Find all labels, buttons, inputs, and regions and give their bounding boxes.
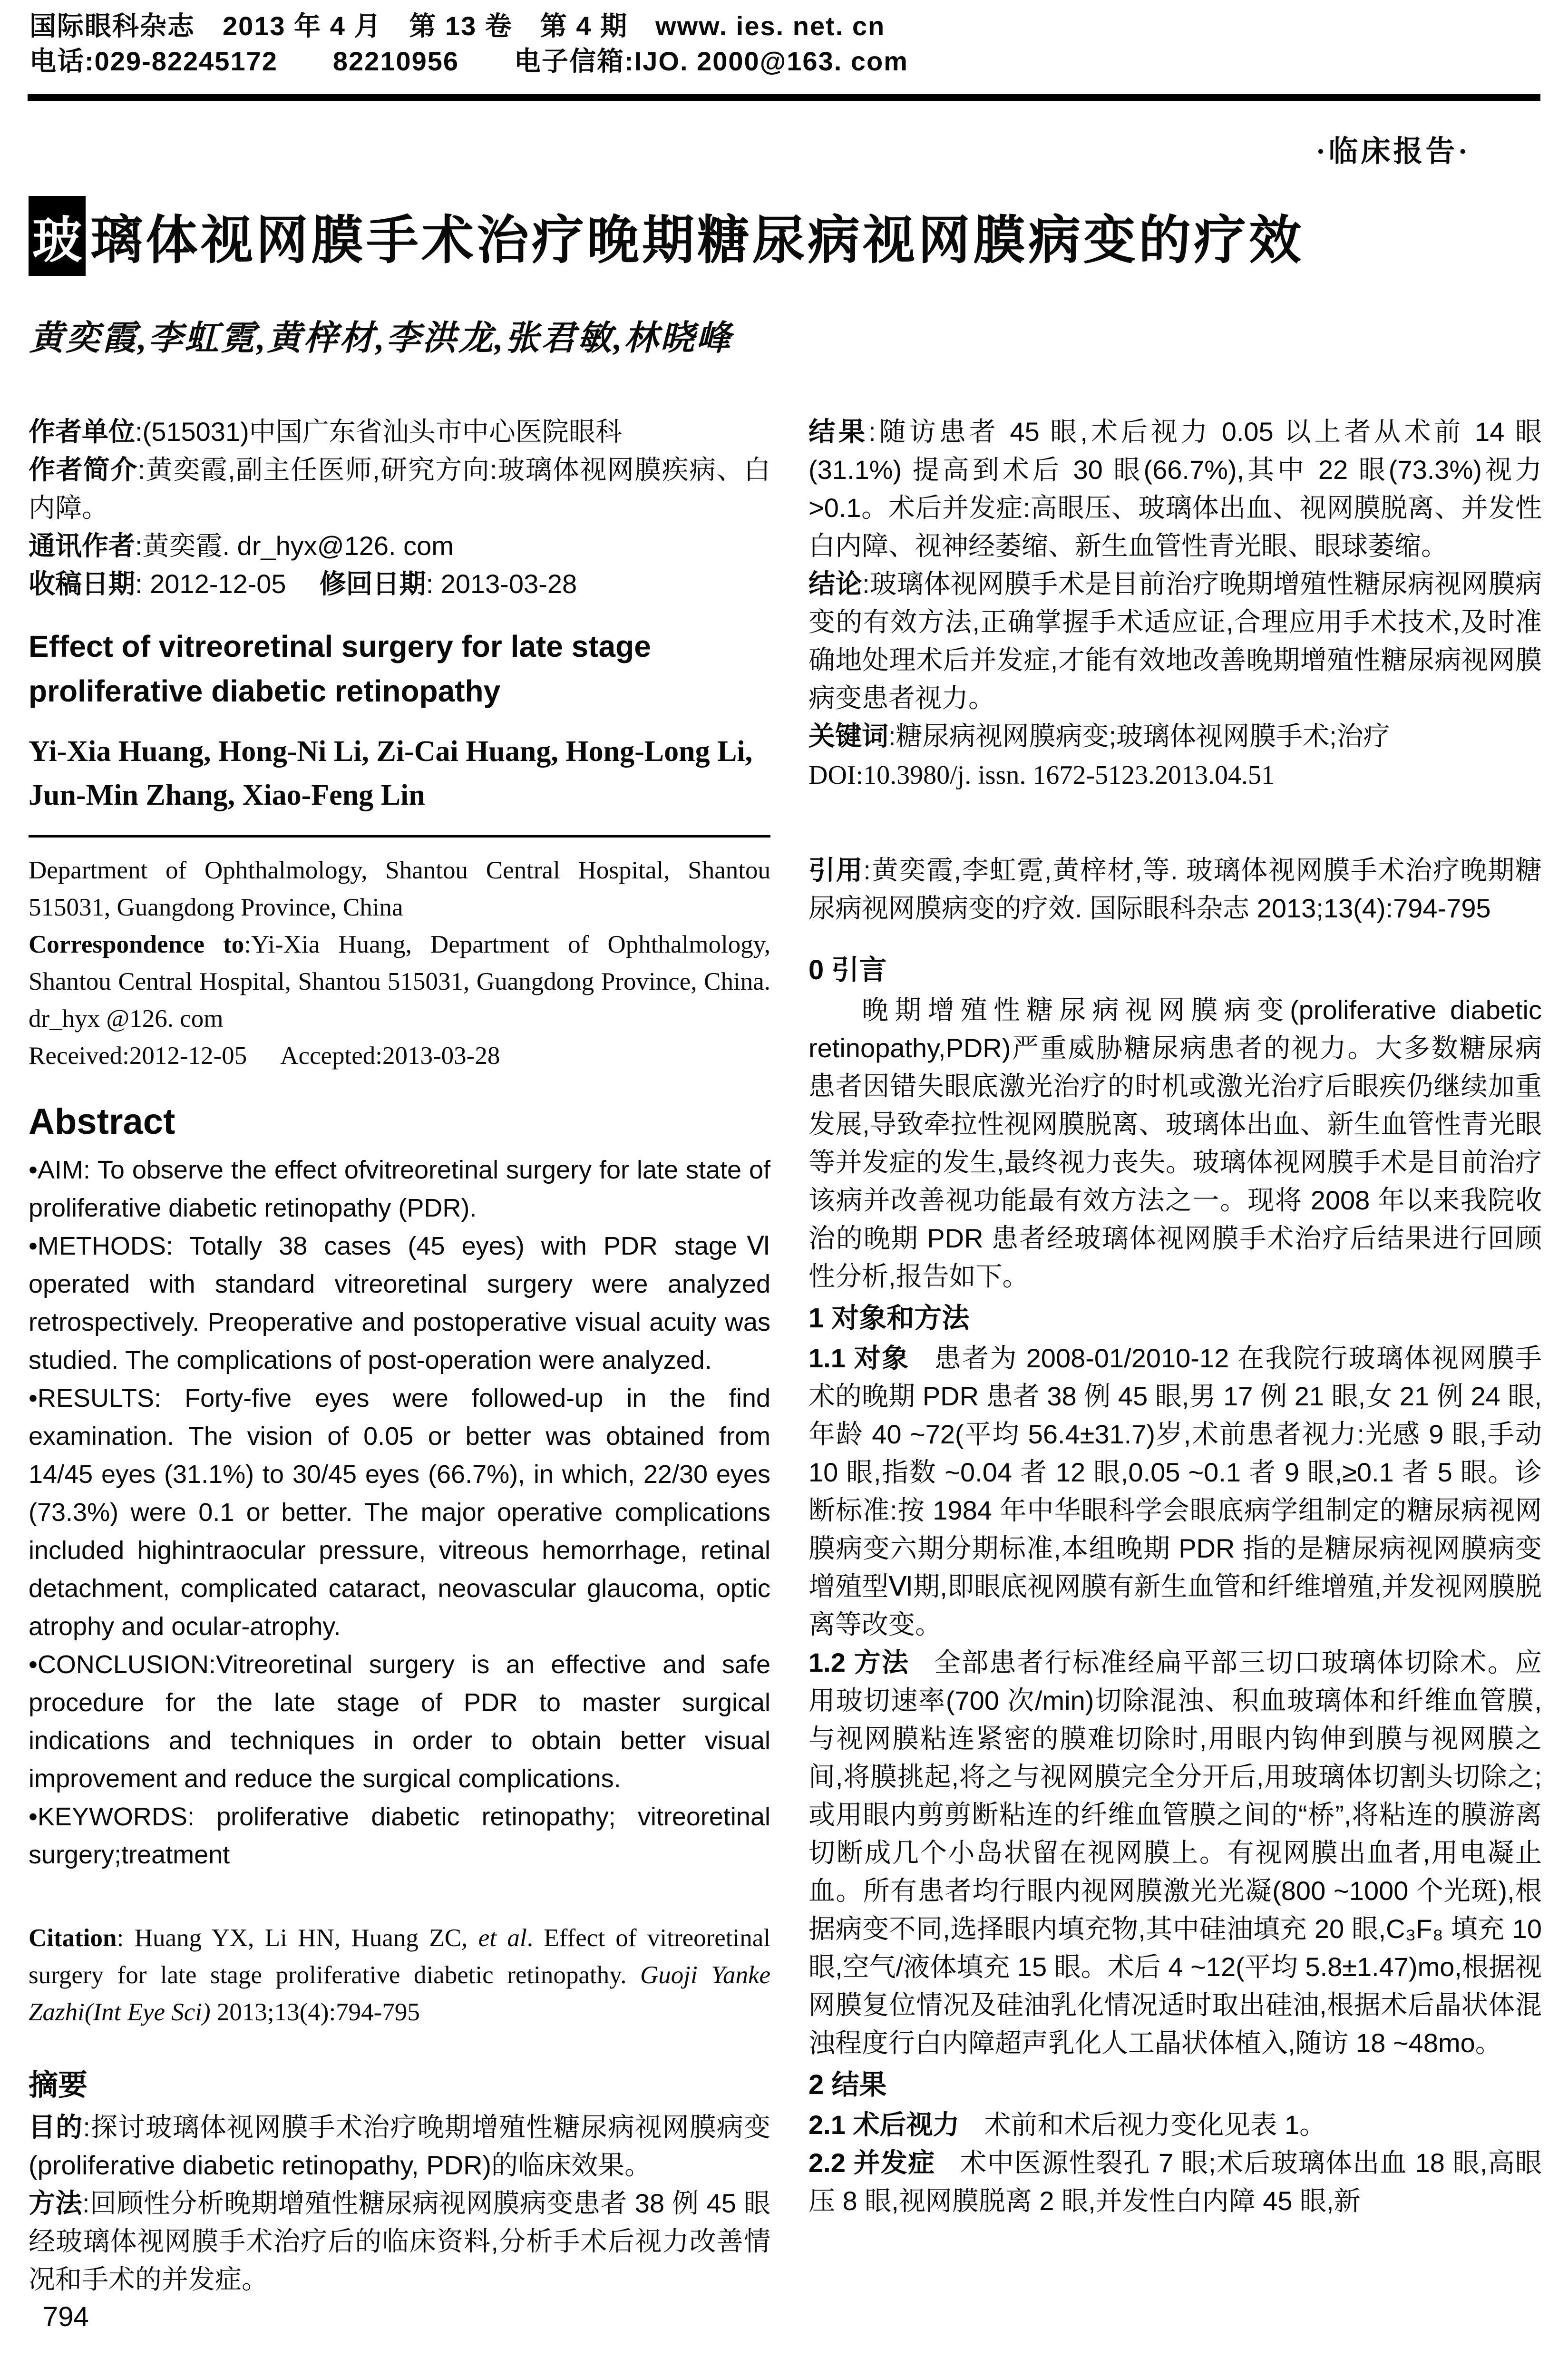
section-1-heading: 1 对象和方法 [808,1303,970,1334]
bullet-icon: • [29,1232,38,1260]
chinese-abstract-aim [29,2108,770,2184]
section-1-1-text: 患者为 2008-01/2010-12 在我院行玻璃体视网膜手术的晚期 PDR 患者 38 例 45 眼,男 17 例 21 眼,女 21 例 24 眼,年龄 40 ~72(平均 56.4±31.7)岁,术前患者视力:光感 9 眼,手动 10 眼,指数 ~0.04 者 12 眼,0.05 ~0.1 者 9 眼,≥0.1 者 5 眼。诊断标准:按 1984 年中华眼科学会眼底病学组制定的糖尿病视网膜病变六期分期标准,本组晚期 PDR 指的是糖尿病视网膜病变增殖型Ⅵ期,即眼底视网膜有新生血管和纤维增殖,并发视网膜脱离等改变。 [808,1343,1542,1639]
bullet-icon: • [29,1802,38,1831]
chinese-abstract-methods [29,2184,770,2299]
section-1-1-label: 1.1 对象 [808,1343,910,1373]
received-accepted-line [29,1037,770,1074]
title-text: 璃体视网膜手术治疗晚期糖尿病视网膜病变的疗效 [90,211,1304,270]
received-date-cn-value: : 2012-12-05 [135,569,286,599]
chinese-abstract-heading: 摘要 [29,2069,88,2102]
abstract-methods-text: : Totally 38 cases (45 eyes) with PDR stageⅥ operated with standard vitreoretinal surgery were analyzed retrospectively. Preoperative and postoperative visual acuity was studied. The complications of post-operation were analyzed. [29,1232,770,1374]
section-1-2 [808,1644,1542,2062]
section-2-1 [808,2106,1542,2144]
chinese-abstract-results-label: 结果 [808,417,869,447]
affiliation-text: :(515031)中国广东省汕头市中心医院眼科 [135,417,622,447]
bullet-icon: • [29,1650,38,1679]
revised-date-cn-label: 修回日期 [319,569,426,599]
section-1-2-label: 1.2 方法 [808,1647,909,1677]
chinese-abstract-results-text: :随访患者 45 眼,术后视力 0.05 以上者从术前 14 眼(31.1%) 提高到术后 30 眼(66.7%),其中 22 眼(73.3%)视力>0.1。术后并发症:高眼压、玻璃体出血、视网膜脱离、并发性白内障、视神经萎缩、新生血管性青光眼、眼球萎缩。 [808,417,1542,561]
section-label: ·临床报告· [1315,136,1471,168]
abstract-aim [29,1151,770,1227]
section-2-2 [808,2144,1542,2220]
accepted-date-en: Accepted:2013-03-28 [280,1042,500,1070]
chinese-abstract-conclusion-text: :玻璃体视网膜手术是目前治疗晚期增殖性糖尿病视网膜病变的有效方法,正确掌握手术适应证,合理应用手术技术,及时准确地处理术后并发症,才能有效地改善晚期增殖性糖尿病视网膜病变患者视力。 [808,569,1542,713]
received-date-en: Received:2012-12-05 [29,1042,247,1070]
corresponding-author-cn [29,527,770,565]
english-title: Effect of vitreoretinal surgery for late stage proliferative diabetic retinopathy [29,629,651,708]
footnote-rule [29,835,770,838]
chinese-abstract-conclusion [808,565,1542,717]
abstract-methods [29,1227,770,1379]
abstract-results [29,1379,770,1646]
correspondence-en [29,926,770,1037]
bullet-icon: • [29,1384,38,1413]
section-2-heading: 2 结果 [808,2069,887,2100]
chinese-abstract-conclusion-label: 结论 [808,569,863,599]
section-2-1-label: 2.1 术后视力 [808,2110,960,2140]
citation [29,1919,770,2031]
citation-label: Citation [29,1924,117,1952]
article-title [29,196,1304,276]
bullet-icon: • [29,1156,38,1184]
dates-line-cn [29,565,770,603]
english-authors: Yi-Xia Huang, Hong-Ni Li, Zi-Cai Huang, Hong-Long Li, Jun-Min Zhang, Xiao-Feng Lin [29,735,753,811]
section-2-1-text: 术前和术后视力变化见表 1。 [984,2110,1326,2140]
chinese-keywords [808,717,1542,755]
chinese-keywords-label: 关键词 [808,721,888,751]
corresponding-author-cn-label: 通讯作者 [29,531,135,561]
section-0-heading: 0 引言 [808,955,887,985]
citation-chinese-label: 引用 [808,855,864,885]
abstract-methods-label: METHODS [37,1232,166,1260]
doi-line: DOI:10.3980/j. issn. 1672-5123.2013.04.51 [808,760,1275,790]
citation-part2: . Effect of vitreoretinal surgery for late stage proliferative diabetic retinopathy. [29,1924,770,1989]
abstract-conclusion-text: :Vitreoretinal surgery is an effective and safe procedure for the late stage of PDR to master surgical indications and techniques in order to obtain better visual improvement and reduce the surgical complications. [29,1650,770,1793]
introduction-paragraph: 晚期增殖性糖尿病视网膜病变(proliferative diabetic retinopathy,PDR)严重威胁糖尿病患者的视力。大多数糖尿病患者因错失眼底激光治疗的时机或激光治疗后眼疾仍继续加重发展,导致牵拉性视网膜脱离、玻璃体出血、新生血管性青光眼等并发症的发生,最终视力丧失。玻璃体视网膜手术是目前治疗该病并改善视功能最有效方法之一。现将 2008 年以来我院收治的晚期 PDR 患者经玻璃体视网膜手术治疗后结果进行回顾性分析,报告如下。 [808,995,1542,1291]
journal-masthead-line2: 电话:029-82245172 82210956 电子信箱:IJO. 2000@163. com [29,46,908,76]
header-rule [28,94,1540,101]
abstract-results-text: : Forty-five eyes were followed-up in the find examination. The vision of 0.05 or better was obtained from 14/45 eyes (31.1%) to 30/45 eyes (66.7%), in which, 22/30 eyes (73.3%) were 0.1 or better. The major operative complications included highintraocular pressure, vitreous hemorrhage, retinal detachment, complicated cataract, neovascular glaucoma, optic atrophy and ocular-atrophy. [29,1384,770,1641]
title-drop-cap: 玻 [29,196,86,276]
affiliation [29,413,770,451]
abstract-aim-text: : To observe the effect ofvitreoretinal surgery for late state of proliferative diabetic retinopathy (PDR). [29,1156,770,1222]
abstract-aim-label: AIM [37,1156,83,1184]
citation-chinese-text: :黄奕霞,李虹霓,黄梓材,等. 玻璃体视网膜手术治疗晚期糖尿病视网膜病变的疗效. 国际眼科杂志 2013;13(4):794-795 [808,855,1542,923]
section-1-1 [808,1339,1542,1644]
right-column [808,413,1542,2220]
corresponding-author-cn-text: :黄奕霞. dr_hyx@126. com [135,531,454,561]
author-bio-label: 作者简介 [29,455,138,485]
chinese-abstract-aim-label: 目的 [29,2112,83,2142]
author-bio [29,451,770,527]
left-column [29,413,770,2299]
citation-etal: et al [478,1924,527,1952]
author-bio-text: :黄奕霞,副主任医师,研究方向:玻璃体视网膜疾病、白内障。 [29,455,771,523]
abstract-conclusion [29,1646,770,1798]
chinese-keywords-text: :糖尿病视网膜病变;玻璃体视网膜手术;治疗 [888,721,1390,751]
chinese-abstract-methods-text: :回顾性分析晚期增殖性糖尿病视网膜病变患者 38 例 45 眼经玻璃体视网膜手术治疗后的临床资料,分析手术后视力改善情况和手术的并发症。 [29,2188,771,2294]
received-date-cn-label: 收稿日期 [29,569,135,599]
chinese-abstract-aim-text: :探讨玻璃体视网膜手术治疗晚期增殖性糖尿病视网膜病变(proliferative diabetic retinopathy, PDR)的临床效果。 [29,2112,770,2180]
citation-part3: 2013;13(4):794-795 [210,1998,420,2026]
section-2-2-text: 术中医源性裂孔 7 眼;术后玻璃体出血 18 眼,高眼压 8 眼,视网膜脱离 2 眼,并发性白内障 45 眼,新 [808,2148,1542,2216]
citation-part1: : Huang YX, Li HN, Huang ZC, [117,1924,478,1952]
correspondence-en-label: Correspondence to [29,931,244,958]
page-number: 794 [43,2301,89,2332]
abstract-keywords-label: KEYWORDS [37,1802,187,1831]
section-2-2-label: 2.2 并发症 [808,2148,935,2178]
correspondence-en-text: :Yi-Xia Huang, Department of Ophthalmology, Shantou Central Hospital, Shantou 515031, Guangdong Province, China. dr_hyx @126. com [29,931,771,1033]
abstract-keywords-text: : proliferative diabetic retinopathy; vitreoretinal surgery;treatment [29,1802,770,1869]
department-line: Department of Ophthalmology, Shantou Central Hospital, Shantou 515031, Guangdong Province, China [29,857,770,921]
chinese-abstract-methods-label: 方法 [29,2188,82,2218]
abstract-results-label: RESULTS [37,1384,154,1413]
authors-chinese: 黄奕霞,李虹霓,黄梓材,李洪龙,张君敏,林晓峰 [29,319,733,357]
section-1-2-text: 全部患者行标准经扁平部三切口玻璃体切除术。应用玻切速率(700 次/min)切除混浊、积血玻璃体和纤维血管膜,与视网膜粘连紧密的膜难切除时,用眼内钩伸到膜与视网膜之间,将膜挑起,将之与视网膜完全分开后,用玻璃体切割头切除之;或用眼内剪剪断粘连的纤维血管膜之间的“桥”,将粘连的膜游离切断成几个小岛状留在视网膜上。有视网膜出血者,用电凝止血。所有患者均行眼内视网膜激光光凝(800 ~1000 个光斑),根据病变不同,选择眼内填充物,其中硅油填充 20 眼,C₃F₈ 填充 10 眼,空气/液体填充 15 眼。术后 4 ~12(平均 5.8±1.47)mo,根据视网膜复位情况及硅油乳化情况适时取出硅油,根据术后晶状体混浊程度行白内障超声乳化人工晶状体植入,随访 18 ~48mo。 [808,1647,1542,2058]
revised-date-cn-value: : 2013-03-28 [426,569,577,599]
affiliation-label: 作者单位 [29,417,135,447]
abstract-heading: Abstract [29,1101,175,1142]
journal-header [29,9,1539,79]
citation-journal: Guoji Yanke Zazhi(Int Eye Sci) [29,1961,770,2026]
citation-chinese [808,851,1542,927]
chinese-abstract-results [808,413,1542,565]
abstract-keywords [29,1798,770,1874]
abstract-conclusion-label: CONCLUSION [37,1650,209,1679]
journal-masthead-line1: 国际眼科杂志 2013 年 4 月 第 13 卷 第 4 期 www. ies. net. cn [29,11,886,41]
